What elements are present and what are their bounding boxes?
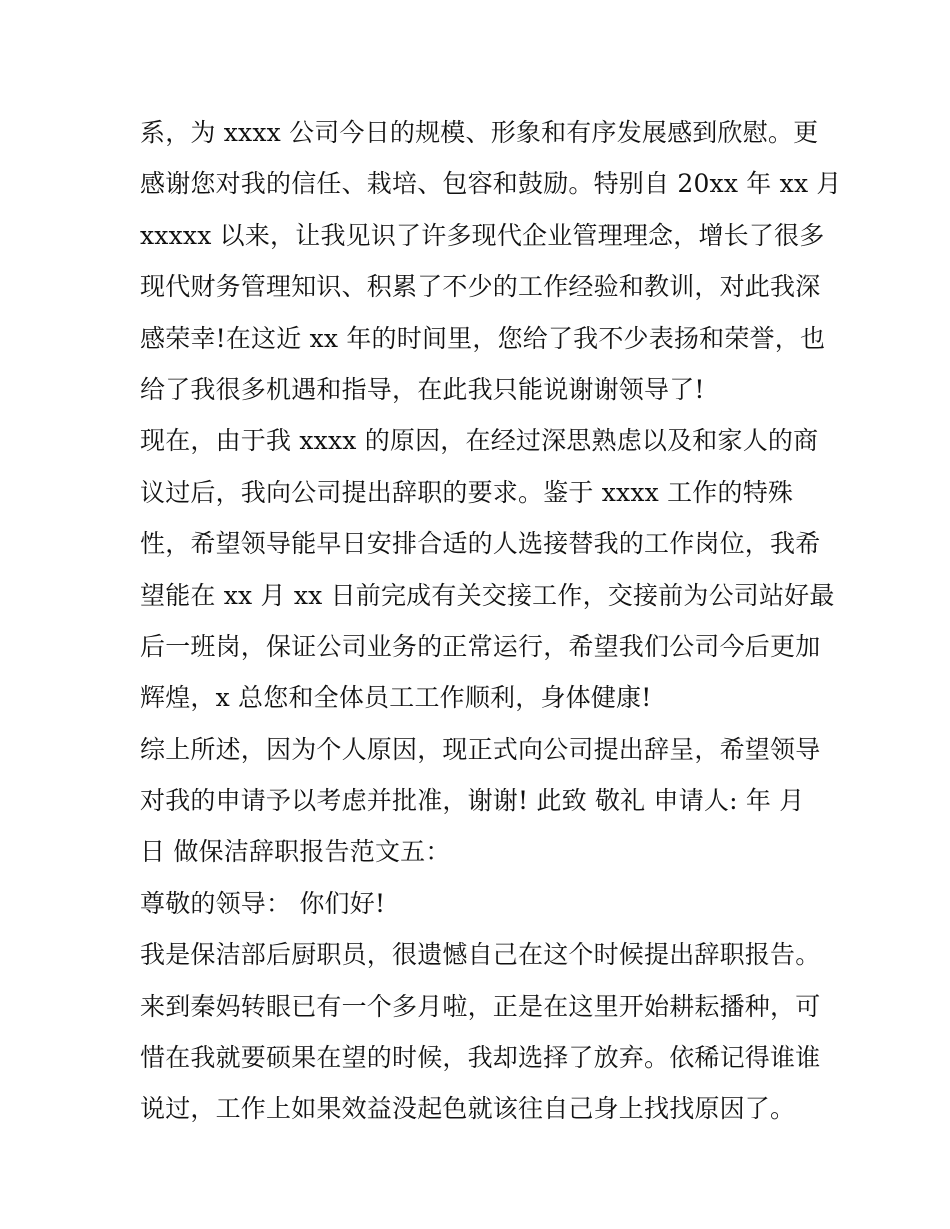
text-line: 给了我很多机遇和指导，在此我只能说谢谢领导了! [140,374,705,404]
text-line: 来到秦妈转眼已有一个多月啦，正是在这里开始耕耘播种，可 [140,991,821,1021]
text-line: 我是保洁部后厨职员，很遗憾自己在这个时候提出辞职报告。 [140,940,821,970]
text-line: 现代财务管理知识、积累了不少的工作经验和教训，对此我深 [140,272,821,302]
text-line: 尊敬的领导： 你们好! [140,888,386,918]
text-line: 议过后，我向公司提出辞职的要求。鉴于 xxxx 工作的特殊 [140,477,794,507]
text-line: 感荣幸!在这近 xx 年的时间里，您给了我不少表扬和荣誉，也 [140,323,826,353]
text-line: 日 做保洁辞职报告范文五： [140,837,451,867]
text-line: 说过，工作上如果效益没起色就该往自己身上找找原因了。 [140,1094,796,1124]
text-line: 后一班岗，保证公司业务的正常运行，希望我们公司今后更加 [140,631,821,661]
text-line: 惜在我就要硕果在望的时候，我却选择了放弃。依稀记得谁谁 [140,1043,821,1073]
text-line: 综上所述，因为个人原因，现正式向公司提出辞呈，希望领导 [140,734,821,764]
text-line: 对我的申请予以考虑并批准，谢谢! 此致 敬礼 申请人: 年 月 [140,786,805,816]
text-line: 辉煌，x 总您和全体员工工作顺利，身体健康! [140,683,652,713]
text-line: 现在，由于我 xxxx 的原因，在经过深思熟虑以及和家人的商 [140,426,819,456]
text-line: 性，希望领导能早日安排合适的人选接替我的工作岗位，我希 [140,529,821,559]
body-text [140,107,840,1135]
text-line: 系，为 xxxx 公司今日的规模、形象和有序发展感到欣慰。更 [140,118,819,147]
text-line: 望能在 xx 月 xx 日前完成有关交接工作，交接前为公司站好最 [140,580,835,610]
text-line: 感谢您对我的信任、栽培、包容和鼓励。特别自 20xx 年 xx 月 [140,169,842,199]
text-line: xxxxx 以来，让我见识了许多现代企业管理理念，增长了很多 [140,220,825,250]
